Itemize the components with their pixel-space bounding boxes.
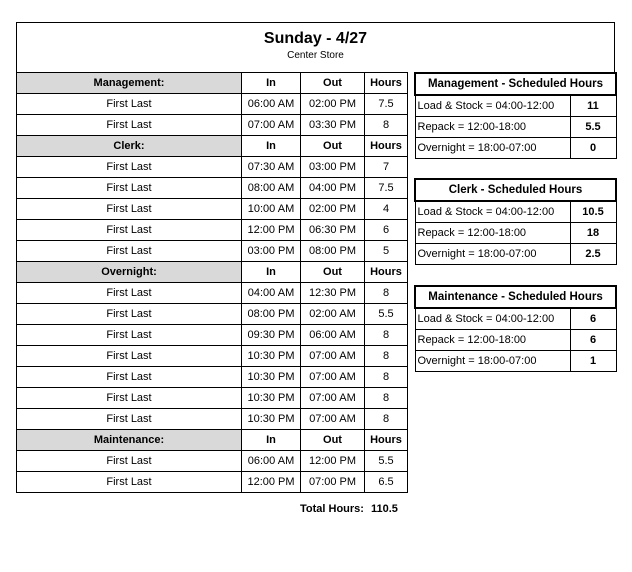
time-out-cell: 08:00 PM — [301, 241, 365, 262]
summary-title: Maintenance - Scheduled Hours — [415, 286, 616, 308]
hours-cell: 8 — [365, 367, 408, 388]
table-row — [17, 94, 408, 115]
summary-row — [415, 351, 616, 372]
hours-cell: 6.5 — [365, 472, 408, 493]
hours-cell: 7 — [365, 157, 408, 178]
time-out-cell: 06:00 AM — [301, 325, 365, 346]
table-row — [17, 220, 408, 241]
clerk-summary-table — [414, 178, 617, 265]
section-header-row — [17, 73, 408, 94]
employee-name-cell: First Last — [17, 346, 242, 367]
summary-title: Management - Scheduled Hours — [415, 73, 616, 95]
summary-value-cell: 18 — [570, 223, 616, 244]
time-out-cell: 04:00 PM — [301, 178, 365, 199]
employee-name-cell: First Last — [17, 178, 242, 199]
time-in-cell: 12:00 PM — [242, 472, 301, 493]
employee-name-cell: First Last — [17, 115, 242, 136]
total-hours-value: 110.5 — [371, 503, 398, 515]
table-row — [17, 241, 408, 262]
time-in-cell: 10:30 PM — [242, 367, 301, 388]
summary-value-cell: 6 — [570, 308, 616, 330]
hours-cell: 7.5 — [365, 178, 408, 199]
hours-cell: 6 — [365, 220, 408, 241]
hours-cell: 5.5 — [365, 304, 408, 325]
section-header-row — [17, 430, 408, 451]
time-out-cell: 02:00 AM — [301, 304, 365, 325]
time-in-cell: 10:30 PM — [242, 409, 301, 430]
total-hours-label: Total Hours: — [300, 503, 364, 515]
summary-label-cell: Overnight = 18:00-07:00 — [415, 351, 570, 372]
time-in-cell: 06:00 AM — [242, 94, 301, 115]
column-header-hours: Hours — [365, 73, 408, 94]
time-in-cell: 03:00 PM — [242, 241, 301, 262]
table-row — [17, 388, 408, 409]
employee-name-cell: First Last — [17, 199, 242, 220]
section-label: Clerk: — [17, 136, 242, 157]
column-header-out: Out — [301, 136, 365, 157]
summary-header-row — [415, 73, 616, 95]
employee-name-cell: First Last — [17, 283, 242, 304]
employee-name-cell: First Last — [17, 94, 242, 115]
time-in-cell: 12:00 PM — [242, 220, 301, 241]
employee-name-cell: First Last — [17, 325, 242, 346]
time-out-cell: 07:00 AM — [301, 409, 365, 430]
table-row — [17, 451, 408, 472]
shift-schedule-table — [16, 72, 408, 493]
page-subtitle: Center Store — [287, 50, 344, 61]
time-out-cell: 03:00 PM — [301, 157, 365, 178]
table-row — [17, 199, 408, 220]
summary-row — [415, 223, 616, 244]
time-out-cell: 02:00 PM — [301, 199, 365, 220]
summary-header-row — [415, 286, 616, 308]
time-in-cell: 09:30 PM — [242, 325, 301, 346]
summary-row — [415, 330, 616, 351]
summary-value-cell: 5.5 — [570, 117, 616, 138]
time-in-cell: 10:30 PM — [242, 346, 301, 367]
column-header-hours: Hours — [365, 262, 408, 283]
maintenance-summary-table — [414, 285, 617, 372]
column-header-out: Out — [301, 73, 365, 94]
time-out-cell: 03:30 PM — [301, 115, 365, 136]
time-in-cell: 08:00 AM — [242, 178, 301, 199]
summary-label-cell: Load & Stock = 04:00-12:00 — [415, 95, 570, 117]
column-header-out: Out — [301, 430, 365, 451]
summary-value-cell: 6 — [570, 330, 616, 351]
time-out-cell: 07:00 AM — [301, 388, 365, 409]
time-in-cell: 07:30 AM — [242, 157, 301, 178]
table-row — [17, 409, 408, 430]
time-out-cell: 06:30 PM — [301, 220, 365, 241]
summary-label-cell: Load & Stock = 04:00-12:00 — [415, 201, 570, 223]
time-in-cell: 07:00 AM — [242, 115, 301, 136]
summary-value-cell: 10.5 — [570, 201, 616, 223]
table-row — [17, 157, 408, 178]
time-out-cell: 12:30 PM — [301, 283, 365, 304]
table-row — [17, 346, 408, 367]
summary-value-cell: 0 — [570, 138, 616, 159]
summary-label-cell: Load & Stock = 04:00-12:00 — [415, 308, 570, 330]
hours-cell: 8 — [365, 388, 408, 409]
summary-label-cell: Repack = 12:00-18:00 — [415, 330, 570, 351]
management-summary-table — [414, 72, 617, 159]
time-out-cell: 02:00 PM — [301, 94, 365, 115]
summary-value-cell: 11 — [570, 95, 616, 117]
summary-value-cell: 2.5 — [570, 244, 616, 265]
employee-name-cell: First Last — [17, 241, 242, 262]
section-label: Management: — [17, 73, 242, 94]
summary-label-cell: Overnight = 18:00-07:00 — [415, 244, 570, 265]
column-header-in: In — [242, 430, 301, 451]
employee-name-cell: First Last — [17, 157, 242, 178]
column-header-out: Out — [301, 262, 365, 283]
employee-name-cell: First Last — [17, 388, 242, 409]
section-label: Overnight: — [17, 262, 242, 283]
hours-cell: 8 — [365, 409, 408, 430]
employee-name-cell: First Last — [17, 451, 242, 472]
table-row — [17, 472, 408, 493]
table-row — [17, 283, 408, 304]
column-header-in: In — [242, 262, 301, 283]
hours-cell: 8 — [365, 115, 408, 136]
section-header-row — [17, 262, 408, 283]
employee-name-cell: First Last — [17, 472, 242, 493]
summary-label-cell: Repack = 12:00-18:00 — [415, 223, 570, 244]
section-label: Maintenance: — [17, 430, 242, 451]
summary-value-cell: 1 — [570, 351, 616, 372]
table-row — [17, 115, 408, 136]
summary-row — [415, 201, 616, 223]
summary-row — [415, 244, 616, 265]
time-out-cell: 07:00 AM — [301, 367, 365, 388]
table-row — [17, 178, 408, 199]
section-header-row — [17, 136, 408, 157]
employee-name-cell: First Last — [17, 409, 242, 430]
column-header-in: In — [242, 73, 301, 94]
hours-cell: 5 — [365, 241, 408, 262]
page-title: Sunday - 4/27 — [263, 30, 368, 47]
summary-row — [415, 308, 616, 330]
summary-title: Clerk - Scheduled Hours — [415, 179, 616, 201]
hours-cell: 8 — [365, 283, 408, 304]
summary-row — [415, 138, 616, 159]
hours-cell: 7.5 — [365, 94, 408, 115]
table-row — [17, 325, 408, 346]
employee-name-cell: First Last — [17, 367, 242, 388]
time-out-cell: 07:00 AM — [301, 346, 365, 367]
table-row — [17, 304, 408, 325]
column-header-hours: Hours — [365, 430, 408, 451]
summary-label-cell: Overnight = 18:00-07:00 — [415, 138, 570, 159]
hours-cell: 8 — [365, 346, 408, 367]
summary-label-cell: Repack = 12:00-18:00 — [415, 117, 570, 138]
summary-row — [415, 95, 616, 117]
hours-cell: 8 — [365, 325, 408, 346]
column-header-hours: Hours — [365, 136, 408, 157]
hours-cell: 5.5 — [365, 451, 408, 472]
employee-name-cell: First Last — [17, 304, 242, 325]
summary-row — [415, 117, 616, 138]
hours-cell: 4 — [365, 199, 408, 220]
column-header-in: In — [242, 136, 301, 157]
table-row — [17, 367, 408, 388]
time-in-cell: 10:00 AM — [242, 199, 301, 220]
summary-header-row — [415, 179, 616, 201]
time-in-cell: 06:00 AM — [242, 451, 301, 472]
time-out-cell: 12:00 PM — [301, 451, 365, 472]
time-in-cell: 04:00 AM — [242, 283, 301, 304]
time-in-cell: 08:00 PM — [242, 304, 301, 325]
time-out-cell: 07:00 PM — [301, 472, 365, 493]
time-in-cell: 10:30 PM — [242, 388, 301, 409]
employee-name-cell: First Last — [17, 220, 242, 241]
